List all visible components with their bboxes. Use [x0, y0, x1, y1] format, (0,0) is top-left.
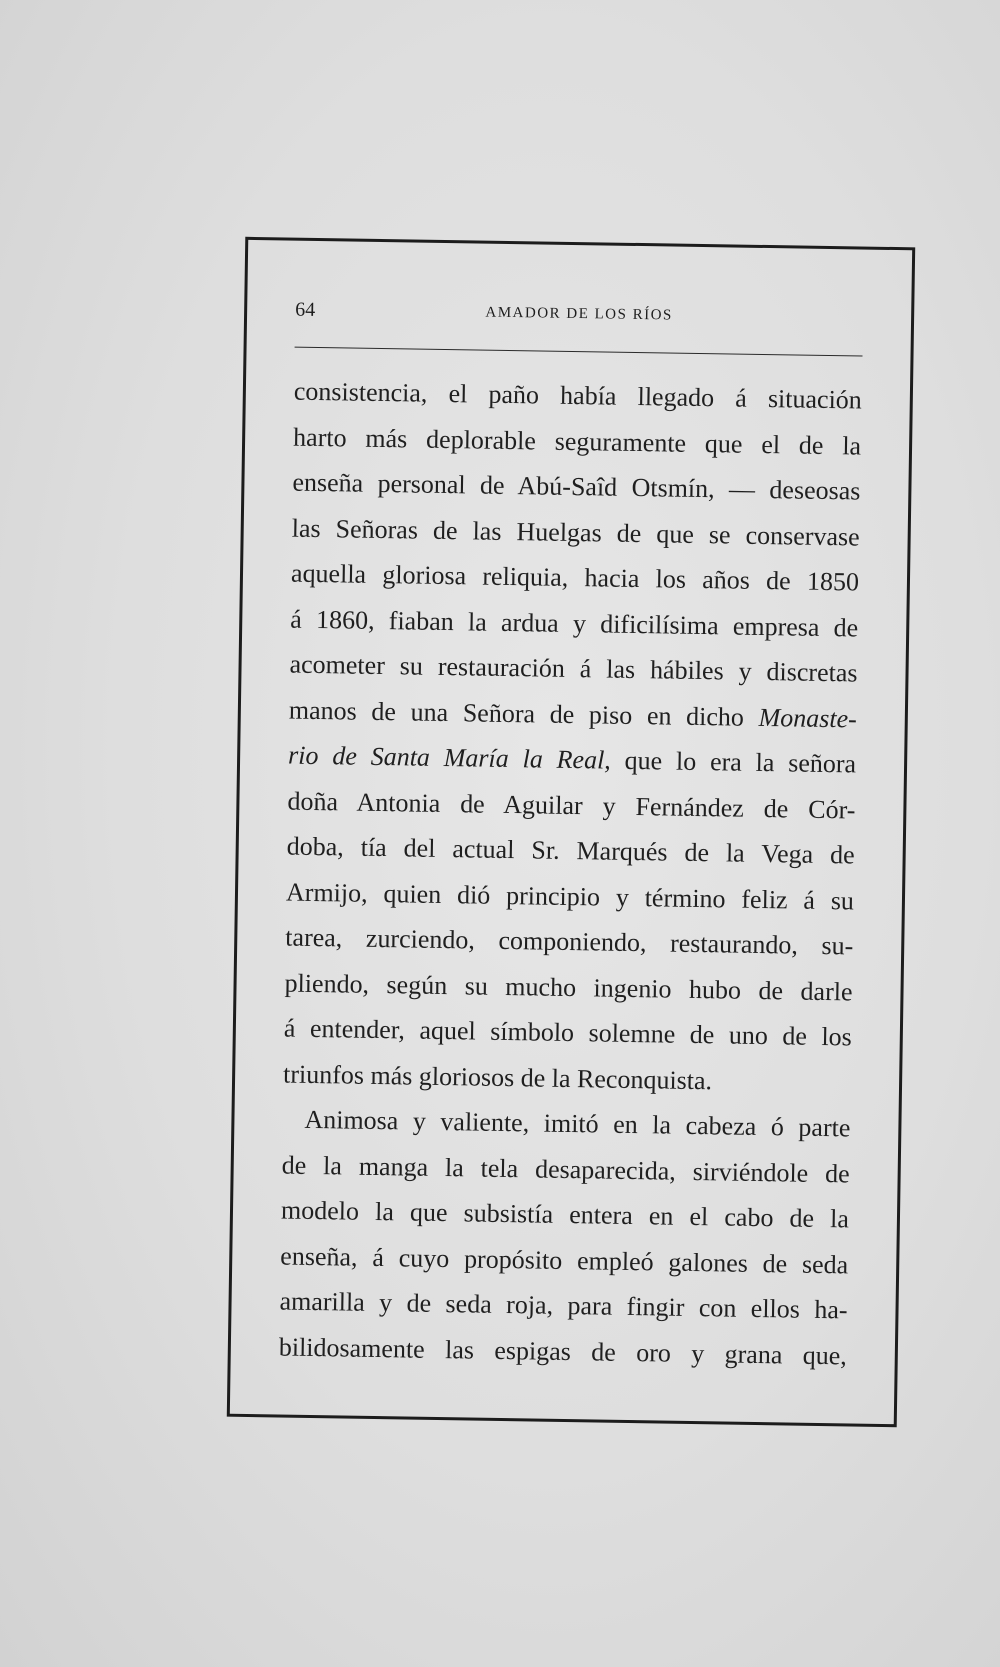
running-head: AMADOR DE LOS RÍOS — [485, 304, 673, 324]
text-line: doña Antonia de Aguilar y Fernández de Cór- — [287, 786, 856, 824]
text-line: enseña, á cuyo propósito empleó galones de seda — [280, 1240, 849, 1279]
page-header — [295, 299, 863, 338]
text-line: consistencia, el paño había llegado á situación — [293, 376, 863, 415]
text-line: Animosa y valiente, imitó en la cabeza ó parte — [304, 1104, 851, 1143]
body-text — [279, 369, 863, 1379]
text-line: acometer su restauración á las hábiles y discretas — [289, 649, 858, 688]
italic-title-segment: rio de Santa María la Real, — [287, 740, 612, 775]
text-line: pliendo, según su mucho ingenio hubo de darle — [284, 968, 853, 1006]
text-line: amarilla y de seda roja, para fingir con ellos ha- — [279, 1286, 848, 1325]
text-segment: manos de una Señora de piso en dicho — [288, 695, 745, 732]
paragraph-1 — [283, 369, 862, 1106]
text-line: triunfos más gloriosos de la Reconquista. — [282, 1059, 713, 1095]
printed-frame — [227, 237, 915, 1427]
text-line: Armijo, quien dió principio y término feliz á su — [285, 877, 855, 915]
text-line: á entender, aquel símbolo solemne de uno de los — [283, 1013, 853, 1052]
text-segment: que lo era la señora — [624, 745, 857, 779]
text-line: doba, tía del actual Sr. Marqués de la Vega de — [286, 831, 855, 870]
paragraph-2 — [279, 1097, 851, 1379]
text-line: bilidosamente las espigas de oro y grana que, — [278, 1331, 848, 1370]
text-line: las Señoras de las Huelgas de que se conservase — [291, 513, 860, 551]
text-line: modelo la que subsistía entera en el cabo de la — [280, 1195, 850, 1234]
italic-title-segment: Monaste- — [758, 702, 858, 733]
text-line: enseña personal de Abú-Saîd Otsmín, — deseosas — [292, 467, 861, 506]
text-line: tarea, zurciendo, componiendo, restaurando, su- — [285, 922, 854, 961]
text-line: harto más deplorable seguramente que el de la — [292, 422, 862, 461]
text-line: de la manga la tela desaparecida, sirviéndole de — [281, 1149, 850, 1188]
page-number: 64 — [294, 298, 316, 321]
text-line-with-italic — [288, 733, 857, 787]
text-line: aquella gloriosa reliquia, hacia los años de 1850 — [290, 558, 860, 597]
header-rule — [295, 347, 863, 357]
text-line: á 1860, fiaban la ardua y dificilísima empresa de — [290, 604, 859, 642]
